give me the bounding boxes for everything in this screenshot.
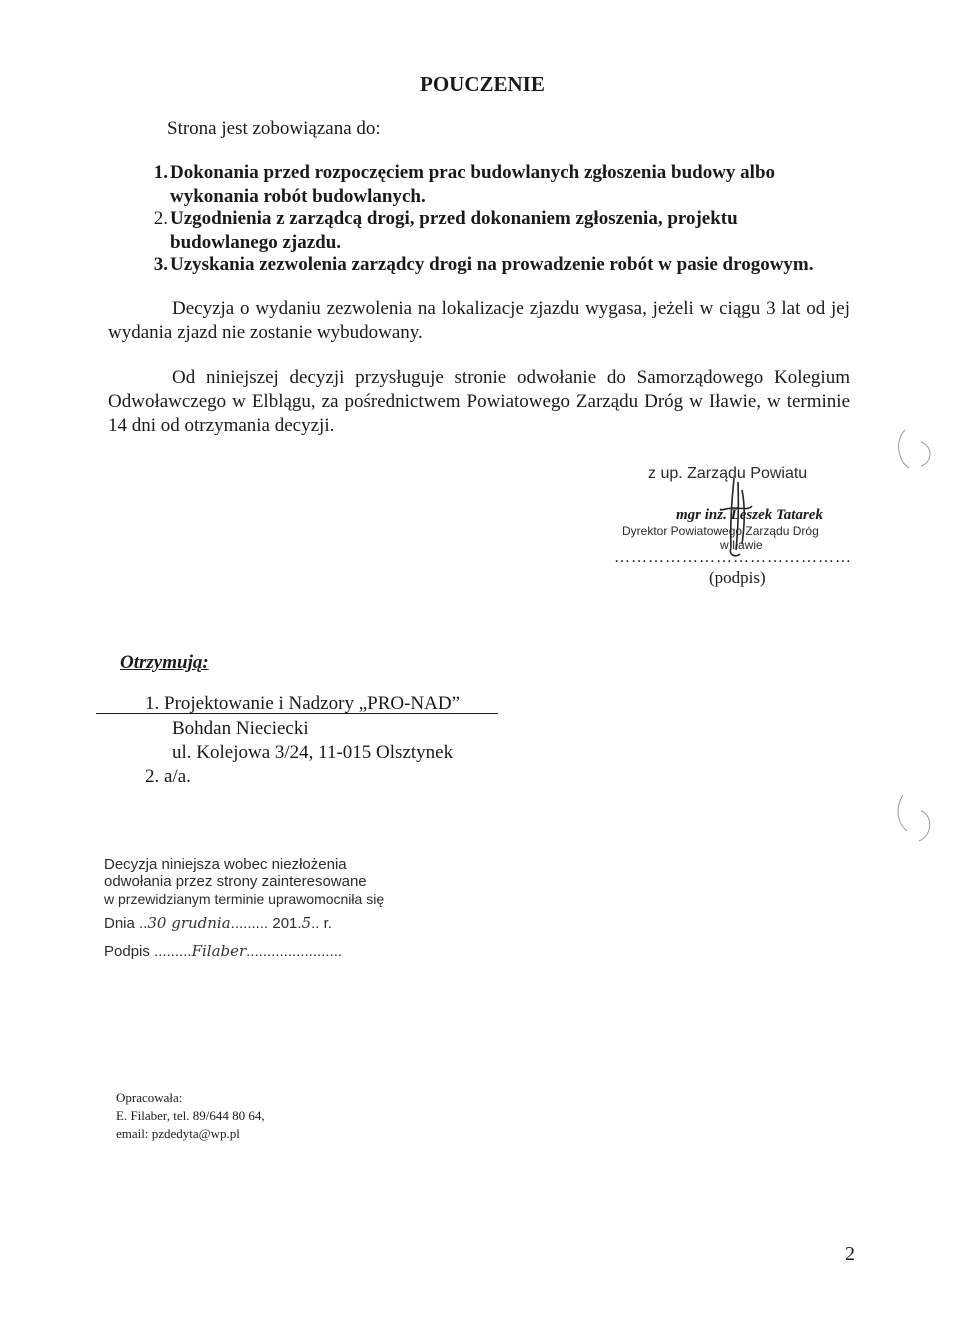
page-title: POUCZENIE — [420, 72, 545, 96]
recipient-1 — [145, 693, 460, 715]
finality-stamp-line2: odwołania przez strony zainteresowane — [104, 873, 367, 890]
stamp-authority-line: z up. Zarządu Powiatu — [648, 465, 808, 482]
obligation-text: Uzyskania zezwolenia zarządcy drogi na prowadzenie robót w pasie drogowym. — [170, 254, 814, 275]
recipient-name: a/a. — [164, 766, 191, 787]
year-suffix: r. — [323, 915, 332, 932]
page-number: 2 — [845, 1243, 855, 1265]
obligation-text-cont: budowlanego zjazdu. — [170, 232, 342, 253]
punch-hole-mark — [885, 785, 945, 855]
footer-author: E. Filaber, tel. 89/644 80 64, — [116, 1108, 265, 1123]
year-prefix: 201 — [272, 915, 298, 932]
recipient-person: Bohdan Nieciecki — [172, 718, 309, 739]
validity-paragraph — [108, 297, 850, 345]
signature-dotted-line: …………………………………… — [614, 549, 852, 566]
appeal-paragraph — [108, 366, 850, 438]
obligation-item-1 — [108, 161, 850, 209]
handwritten-year: 5 — [301, 914, 312, 932]
stamp-role: Dyrektor Powiatowego Zarządu Dróg — [622, 524, 819, 538]
handwritten-sign: Filaber — [191, 942, 247, 960]
obligation-number: 3. — [153, 254, 168, 275]
handwritten-date: 30 grudnia — [147, 914, 231, 932]
appeal-text: Od niniejszej decyzji przysługuje stronie odwołanie do Samorządowego Kolegium Odwoławczego w Elblągu, za pośrednictwem Powiatowego Zarządu Dróg w Iławie, w terminie 14 dni od otrzymania decyzji. — [108, 367, 850, 436]
finality-stamp-line3: w przewidzianym terminie uprawomocniła się — [104, 891, 385, 907]
recipient-address: ul. Kolejowa 3/24, 11-015 Olsztynek — [172, 742, 454, 763]
obligation-number: 2. — [153, 208, 168, 229]
footer-label: Opracowała: — [116, 1090, 183, 1105]
intro-text: Strona jest zobowiązana do: — [167, 118, 381, 139]
obligation-number: 1. — [153, 162, 168, 183]
sign-label: Podpis — [104, 943, 150, 960]
recipient-number: 2. — [145, 766, 160, 787]
obligation-text-cont: wykonania robót budowlanych. — [170, 186, 426, 207]
obligation-text: Uzgodnienia z zarządcą drogi, przed dokonaniem zgłoszenia, projektu — [170, 208, 738, 229]
validity-text: Decyzja o wydaniu zezwolenia na lokalizacje zjazdu wygasa, jeżeli w ciągu 3 lat od jej wydania zjazd nie zostanie wybudowany. — [108, 298, 850, 343]
recipients-title: Otrzymują: — [120, 652, 209, 673]
recipient-2 — [145, 766, 191, 788]
finality-stamp-line1: Decyzja niniejsza wobec niezłożenia — [104, 856, 347, 873]
recipient-name: Projektowanie i Nadzory „PRO-NAD” — [164, 693, 461, 714]
obligation-item-3 — [108, 253, 850, 277]
obligation-item-2 — [108, 207, 850, 255]
footer-email: email: pzdedyta@wp.pl — [116, 1126, 240, 1141]
stamp-name: mgr inż. Leszek Tatarek — [676, 507, 823, 523]
finality-date-row: Dnia ..30 grudnia......... 201.5.. r. — [104, 914, 332, 932]
date-label: Dnia — [104, 915, 135, 932]
obligation-text: Dokonania przed rozpoczęciem prac budowlanych zgłoszenia budowy albo — [170, 162, 776, 183]
recipient-underline — [96, 713, 498, 714]
finality-sign-row: Podpis .........Filaber....................... — [104, 942, 343, 960]
recipient-number: 1. — [145, 693, 160, 714]
signature-label: (podpis) — [709, 568, 766, 587]
punch-hole-mark — [885, 420, 945, 480]
stamp-city: w Iławie — [720, 538, 763, 552]
